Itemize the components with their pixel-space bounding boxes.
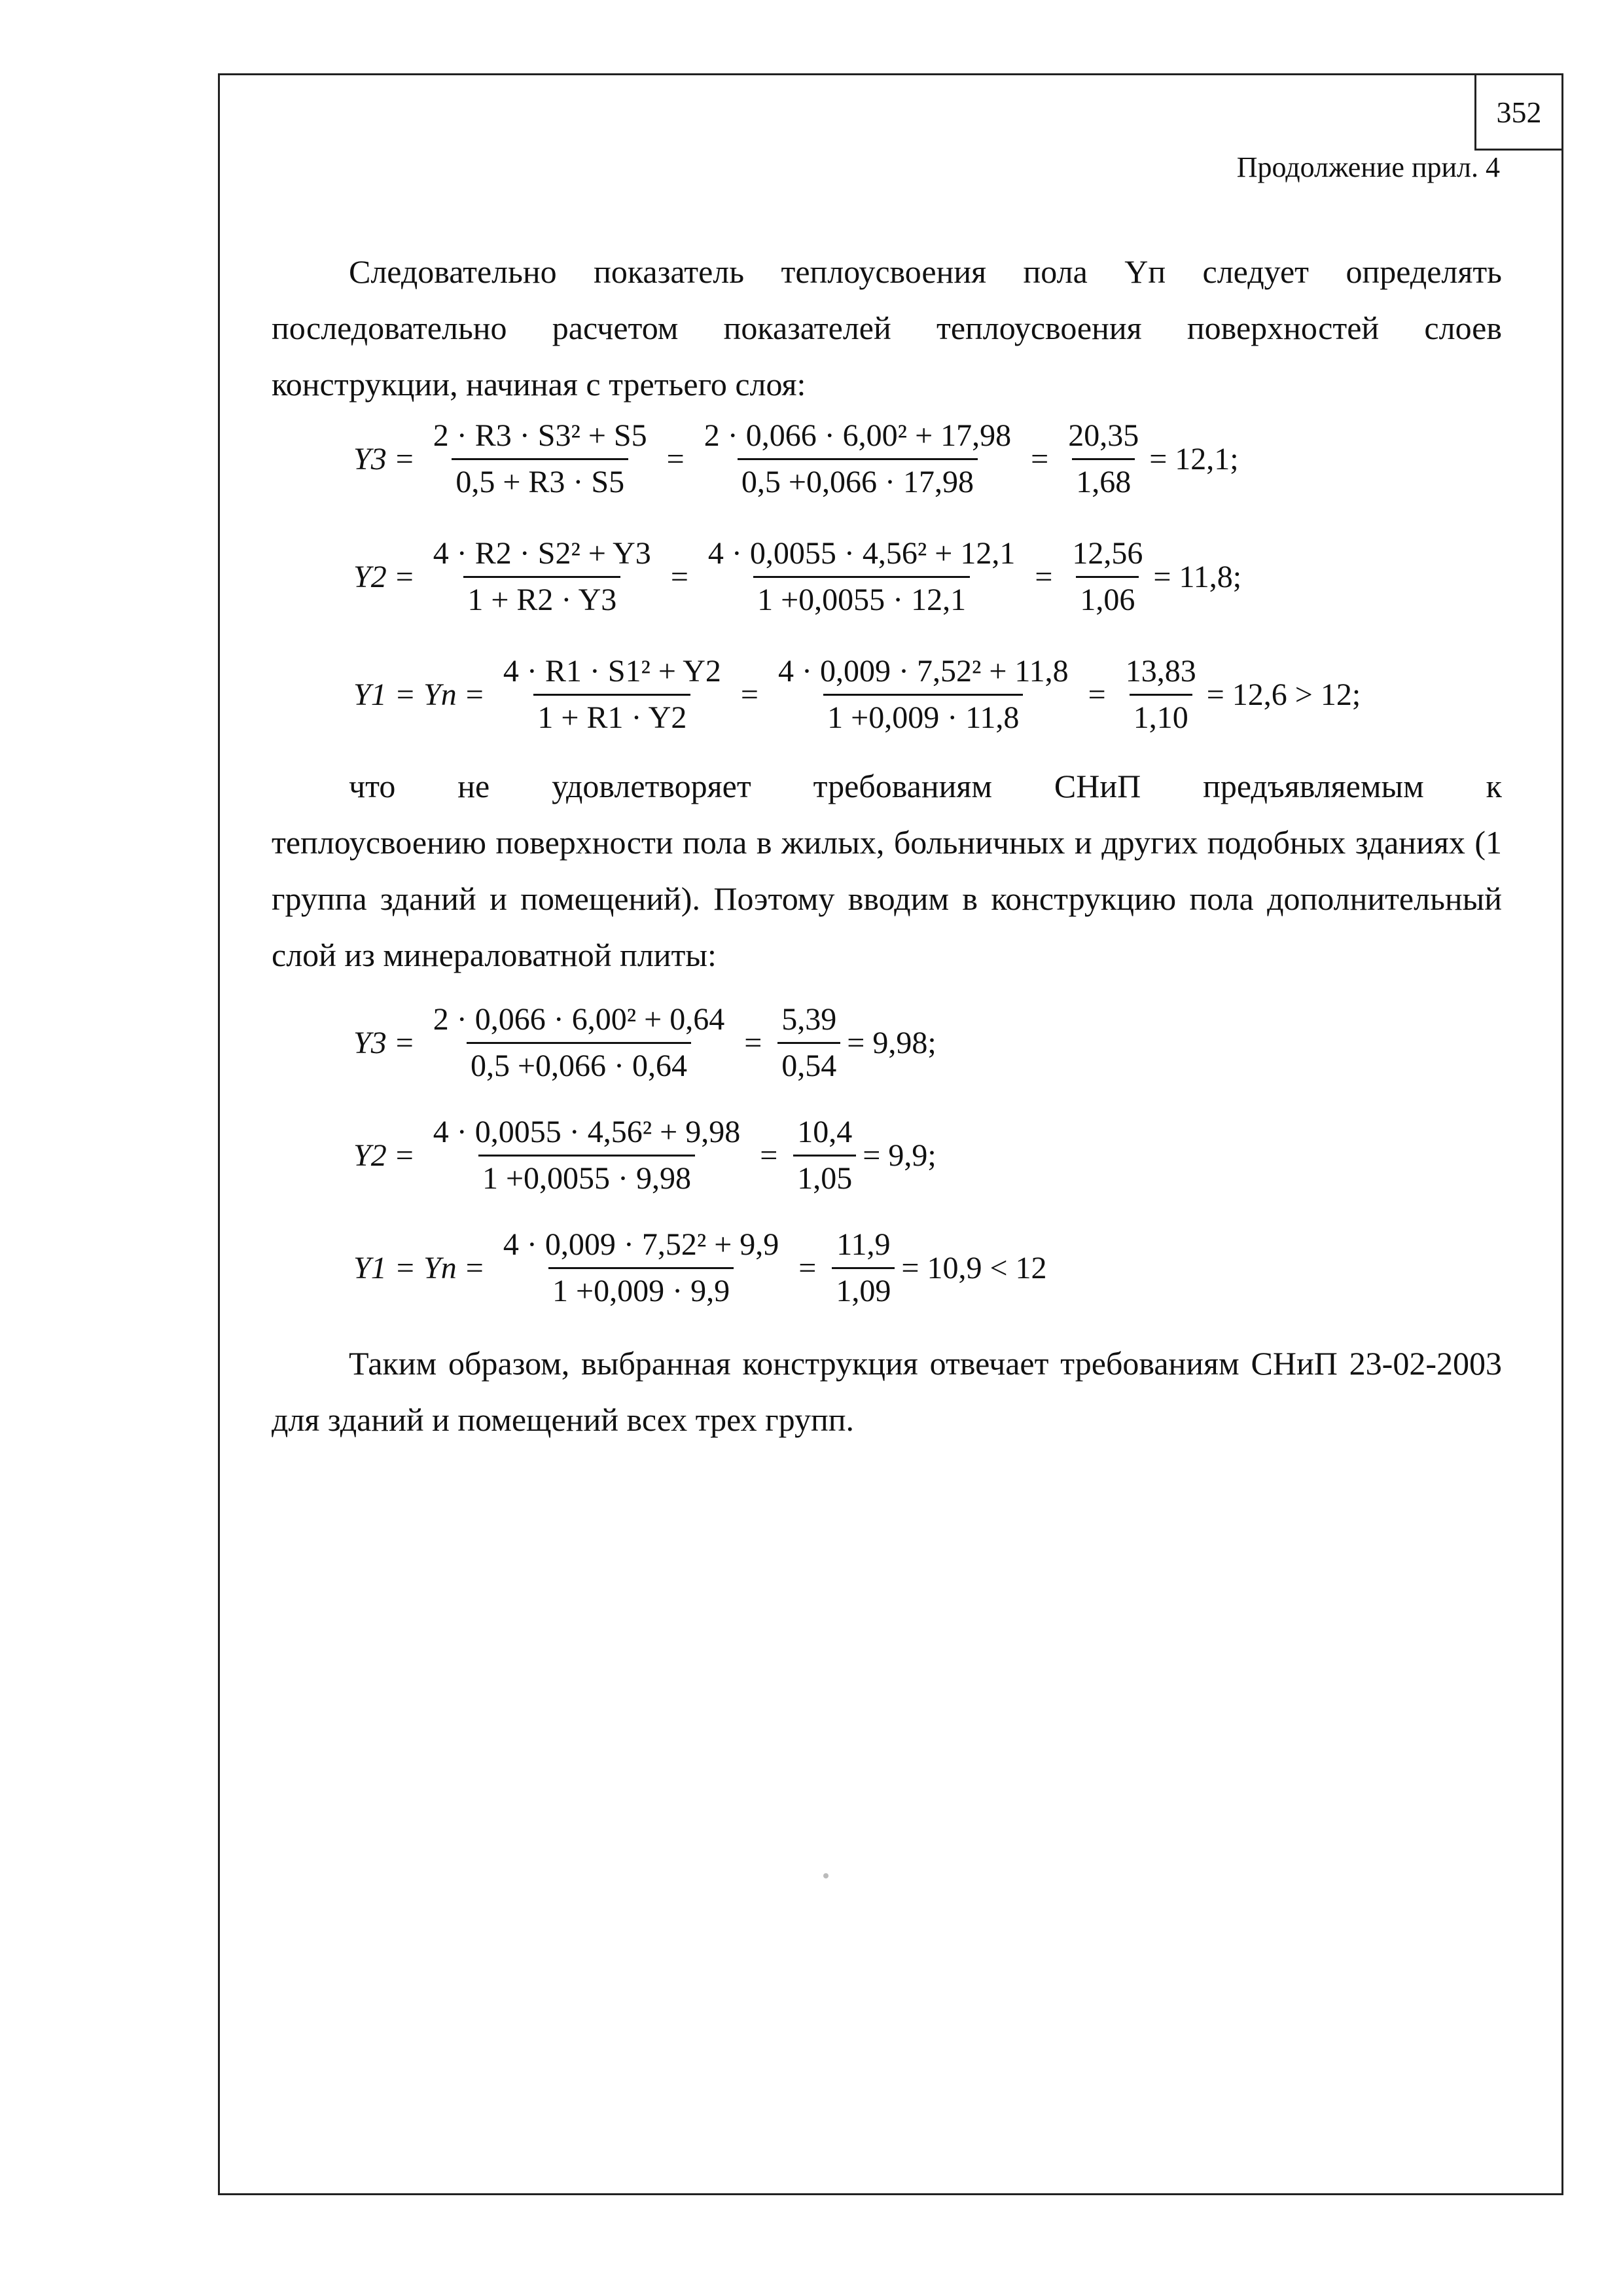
equation-y2-initial: Y2 = $\frac{\text{4 · R2 · S2² + Y3}}{1 + R2 \cdot Y3}$ = $\frac{\text{4 · 0,0055 · 4,56² + 12,1}}{1 +0,0055 \cdot 12,1}$ = $\frac{12,56}{1,06}$ = 11,8; [353,534,1241,620]
equation-y1-revised: Y1 = Yn = $\frac{\text{4 · 0,009 · 7,52² + 9,9}}{1 +0,009 \cdot 9,9}$ = $\frac{11,9}{1,09}$ = 10,9 < 12 [353,1225,1047,1311]
calc-denominator: 1,10 [1130,694,1192,738]
calc-numerator: 20,35 [1068,418,1139,453]
paragraph-3: Таким образом, выбранная конструкция отвечает требованиям СНиП 23-02-2003 для зданий и помещений всех трех групп. [272,1345,1502,1438]
equation-result: = 9,98; [847,1026,936,1060]
calc-denominator: 1,05 [793,1155,856,1198]
page-number: 352 [1474,73,1563,151]
equation-lhs: Y2 [353,1138,387,1173]
paragraph-2 [272,758,1502,983]
substitution-denominator: 0,5 +0,066 · 17,98 [738,458,978,502]
equation-result: = 9,9; [863,1138,936,1173]
equation-lhs: Y3 [353,1026,387,1060]
substitution-numerator: 2 · 0,066 · 6,00² + 0,64 [433,1002,725,1037]
calc-denominator: 1,09 [832,1267,895,1311]
substitution-numerator: 4 · 0,009 · 7,52² + 9,9 [503,1227,779,1262]
equation-result: = 10,9 < 12 [901,1251,1047,1285]
substitution-numerator: 4 · 0,0055 · 4,56² + 9,98 [433,1115,741,1149]
substitution-denominator: 1 +0,009 · 11,8 [823,694,1023,738]
calc-numerator: 13,83 [1125,654,1196,689]
formula-numerator: 4 · R1 · S1² + Y2 [503,654,721,689]
equation-lhs: Y3 [353,442,387,476]
formula-numerator: 4 · R2 · S2² + Y3 [433,536,651,571]
calc-numerator: 12,56 [1072,536,1143,571]
calc-denominator: 1,06 [1076,576,1139,620]
formula-denominator: 1 + R1 · Y2 [533,694,690,738]
paragraph-2-first-line: что не удовлетворяет требованиям СНиП предъявляемым к [349,768,1502,804]
substitution-numerator: 4 · 0,0055 · 4,56² + 12,1 [707,536,1016,571]
substitution-numerator: 2 · 0,066 · 6,00² + 17,98 [704,418,1012,453]
equation-lhs: Y1 = Yn [353,1251,457,1285]
scan-dot [823,1873,829,1878]
calc-numerator: 5,39 [781,1002,837,1037]
equation-result: = 12,6 > 12; [1206,677,1361,712]
equation-y3-initial: Y3 = $\frac{\text{2 · R3 · S3² + S5}}{0,5 + R3 \cdot S5}$ = $\frac{\text{2 · 0,066 · 6,00² + 17,98}}{0,5 +0,066 \cdot 17,98}$ = $\frac{20,35}{1,68}$ = 12,1; [353,416,1239,502]
paragraph-1: Следовательно показатель теплоусвоения пола Yп следует определять последовательно расчетом показателей теплоусвоения поверхностей слоев конструкции, начиная с третьего слоя: [272,253,1502,403]
equation-result: = 11,8; [1153,560,1242,594]
substitution-numerator: 4 · 0,009 · 7,52² + 11,8 [777,654,1069,689]
formula-denominator: 1 + R2 · Y3 [463,576,620,620]
calc-numerator: 10,4 [797,1115,853,1149]
equation-lhs: Y1 = Yn [353,677,457,712]
equation-lhs: Y2 [353,560,387,594]
equation-result: = 12,1; [1149,442,1239,476]
substitution-denominator: 1 +0,0055 · 12,1 [753,576,970,620]
formula-denominator: 0,5 + R3 · S5 [452,458,628,502]
equation-y2-revised: Y2 = $\frac{\text{4 · 0,0055 · 4,56² + 9,98}}{1 +0,0055 \cdot 9,98}$ = $\frac{10,4}{1,05}$ = 9,9; [353,1113,936,1198]
substitution-denominator: 1 +0,0055 · 9,98 [478,1155,695,1198]
paragraph-2-rest: теплоусвоению поверхности пола в жилых, больничных и других подобных зданиях (1 группа зданий и помещений). Поэтому вводим в конструкцию пола дополнительный слой из минераловатной плиты: [272,824,1502,973]
substitution-denominator: 1 +0,009 · 9,9 [548,1267,734,1311]
equation-y1-initial: Y1 = Yn = $\frac{\text{4 · R1 · S1² + Y2}}{1 + R1 \cdot Y2}$ = $\frac{\text{4 · 0,009 · 7,52² + 11,8}}{1 +0,009 \cdot 11,8}$ = $\frac{13,83}{1,10}$ = 12,6 > 12; [353,652,1361,738]
formula-numerator: 2 · R3 · S3² + S5 [433,418,647,453]
calc-numerator: 11,9 [836,1227,891,1262]
equation-y3-revised: Y3 = $\frac{\text{2 · 0,066 · 6,00² + 0,64}}{0,5 +0,066 \cdot 0,64}$ = $\frac{5,39}{0,54}$ = 9,98; [353,1000,936,1086]
continued-label: Продолжение прил. 4 [1236,151,1500,183]
substitution-denominator: 0,5 +0,066 · 0,64 [467,1042,691,1086]
calc-denominator: 1,68 [1072,458,1135,502]
calc-denominator: 0,54 [777,1042,840,1086]
